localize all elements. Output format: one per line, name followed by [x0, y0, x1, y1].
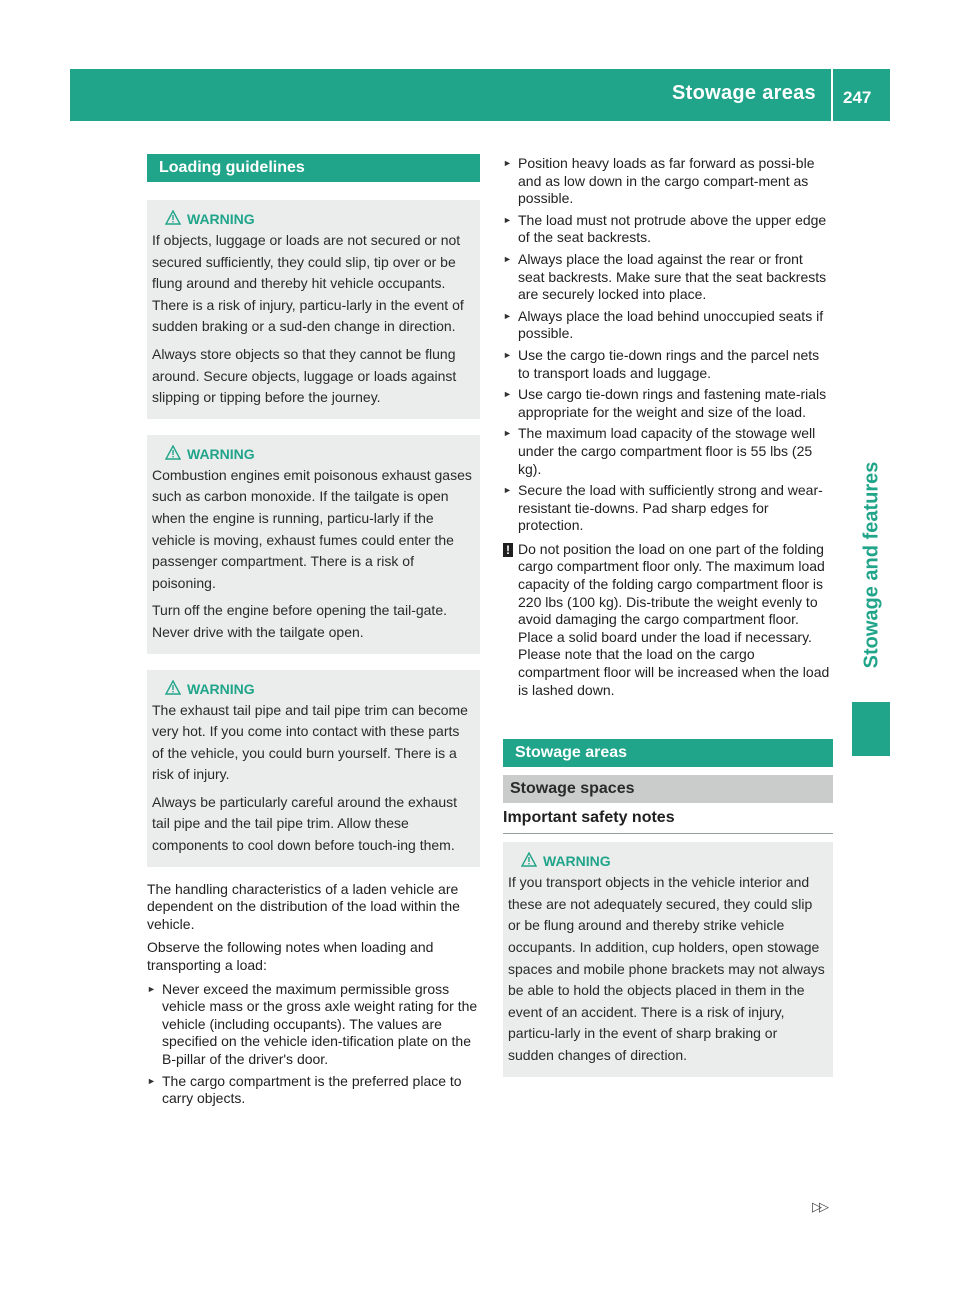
left-column [147, 154, 480, 1112]
notice-text: Do not position the load on one part of the folding cargo compartment floor only. The maximum load capacity of the folding cargo compartment floor is 220 lbs (100 kg). Dis-tribute the weight evenly to avoid damaging the cargo compartment floor. Place a solid board under the load if necessary. Please note that the load on the cargo compartment floor will be increased when the load is lashed down. [518, 540, 830, 698]
warning-text: If you transport objects in the vehicle interior and these are not adequately secured, they could slip or be flung around and thereby strike vehicle occupants. In addition, cup holders, open stowage spaces and mobile phone brackets may not always be able to hold the objects placed in them in the event of an accident. There is a risk of injury, particu-larly in the event of sharp braking or sudden changes of direction. [508, 874, 825, 1063]
list-item: ► The cargo compartment is the preferred place to carry objects. [147, 1073, 480, 1108]
warning-box-4 [503, 842, 833, 1076]
page-number: 247 [843, 88, 872, 107]
list-item: ► The load must not protrude above the upper edge of the seat backrests. [503, 212, 833, 247]
bullet-list [147, 981, 480, 1108]
warning-triangle-icon [521, 852, 537, 867]
list-item: ► Always place the load against the rear or front seat backrests. Make sure that the seat backrests are securely locked into place. [503, 251, 833, 304]
warning-box-3 [147, 670, 480, 867]
list-item: ► Always place the load behind unoccupied seats if possible. [503, 308, 833, 343]
warning-text: Always be particularly careful around the exhaust tail pipe and the tail pipe trim. Allow these components to cool down before touch-ing them. [152, 793, 458, 854]
warning-title: WARNING [152, 678, 474, 700]
subsection-heading-stowage-spaces: Stowage spaces [503, 775, 833, 803]
list-item: ► Use the cargo tie-down rings and the parcel nets to transport loads and luggage. [503, 347, 833, 382]
warning-triangle-icon [165, 680, 181, 695]
body-paragraph: The handling characteristics of a laden vehicle are dependent on the distribution of the load within the vehicle. [147, 880, 460, 932]
warning-text: Always store objects so that they cannot be flung around. Secure objects, luggage or loads against slipping or tipping before the journey. [152, 345, 457, 406]
warning-title: WARNING [152, 443, 474, 465]
list-item: ► Never exceed the maximum permissible gross vehicle mass or the gross axle weight rating for the vehicle (including occupants). The values are specified on the vehicle iden-tification plate on the B-pillar of the driver's door. [147, 981, 480, 1069]
exclamation-icon: ! [503, 543, 513, 557]
right-column [503, 155, 833, 1077]
list-item: ► The maximum load capacity of the stowage well under the cargo compartment floor is 55 lbs (25 kg). [503, 425, 833, 478]
running-header-title: Stowage areas [672, 82, 816, 104]
warning-text: Combustion engines emit poisonous exhaust gases such as carbon monoxide. If the tailgate is open when the engine is running, particu-larly if the vehicle is moving, exhaust fumes could enter the passenger compartment. There is a risk of poisoning. [152, 466, 472, 591]
warning-box-2 [147, 435, 480, 654]
heading-important-safety-notes: Important safety notes [503, 803, 833, 834]
warning-title: WARNING [152, 208, 474, 230]
chapter-tab [852, 440, 892, 690]
bullet-list [503, 155, 833, 535]
warning-triangle-icon [165, 210, 181, 225]
section-heading-loading-guidelines: Loading guidelines [147, 154, 480, 182]
chapter-tab-label: Stowage and features [860, 461, 883, 669]
chapter-tab-marker [852, 702, 890, 756]
warning-title: WARNING [508, 850, 827, 872]
list-item: ► Use cargo tie-down rings and fastening mate-rials appropriate for the weight and size of the load. [503, 386, 833, 421]
body-paragraph: Observe the following notes when loading and transporting a load: [147, 939, 434, 974]
warning-text: The exhaust tail pipe and tail pipe trim can become very hot. If you come into contact with these parts of the vehicle, you could burn yourself. There is a risk of injury. [152, 701, 468, 783]
warning-triangle-icon [165, 445, 181, 460]
warning-text: If objects, luggage or loads are not secured or not secured sufficiently, they could slip, tip over or be flung around and thereby hit vehicle occupants. There is a risk of injury, particu-larly in the event of sudden braking or a sud-den change in direction. [152, 232, 464, 335]
notice-block [503, 541, 833, 699]
header-divider [831, 69, 833, 121]
continued-arrow-icon: ▷▷ [812, 1199, 826, 1214]
warning-box-1 [147, 200, 480, 419]
section-heading-stowage-areas: Stowage areas [503, 739, 833, 767]
list-item: ► Position heavy loads as far forward as possi-ble and as low down in the cargo compart-ment as possible. [503, 155, 833, 208]
warning-text: Turn off the engine before opening the tail-gate. Never drive with the tailgate open. [152, 602, 447, 640]
list-item: ► Secure the load with sufficiently strong and wear-resistant tie-downs. Pad sharp edges for protection. [503, 482, 833, 535]
